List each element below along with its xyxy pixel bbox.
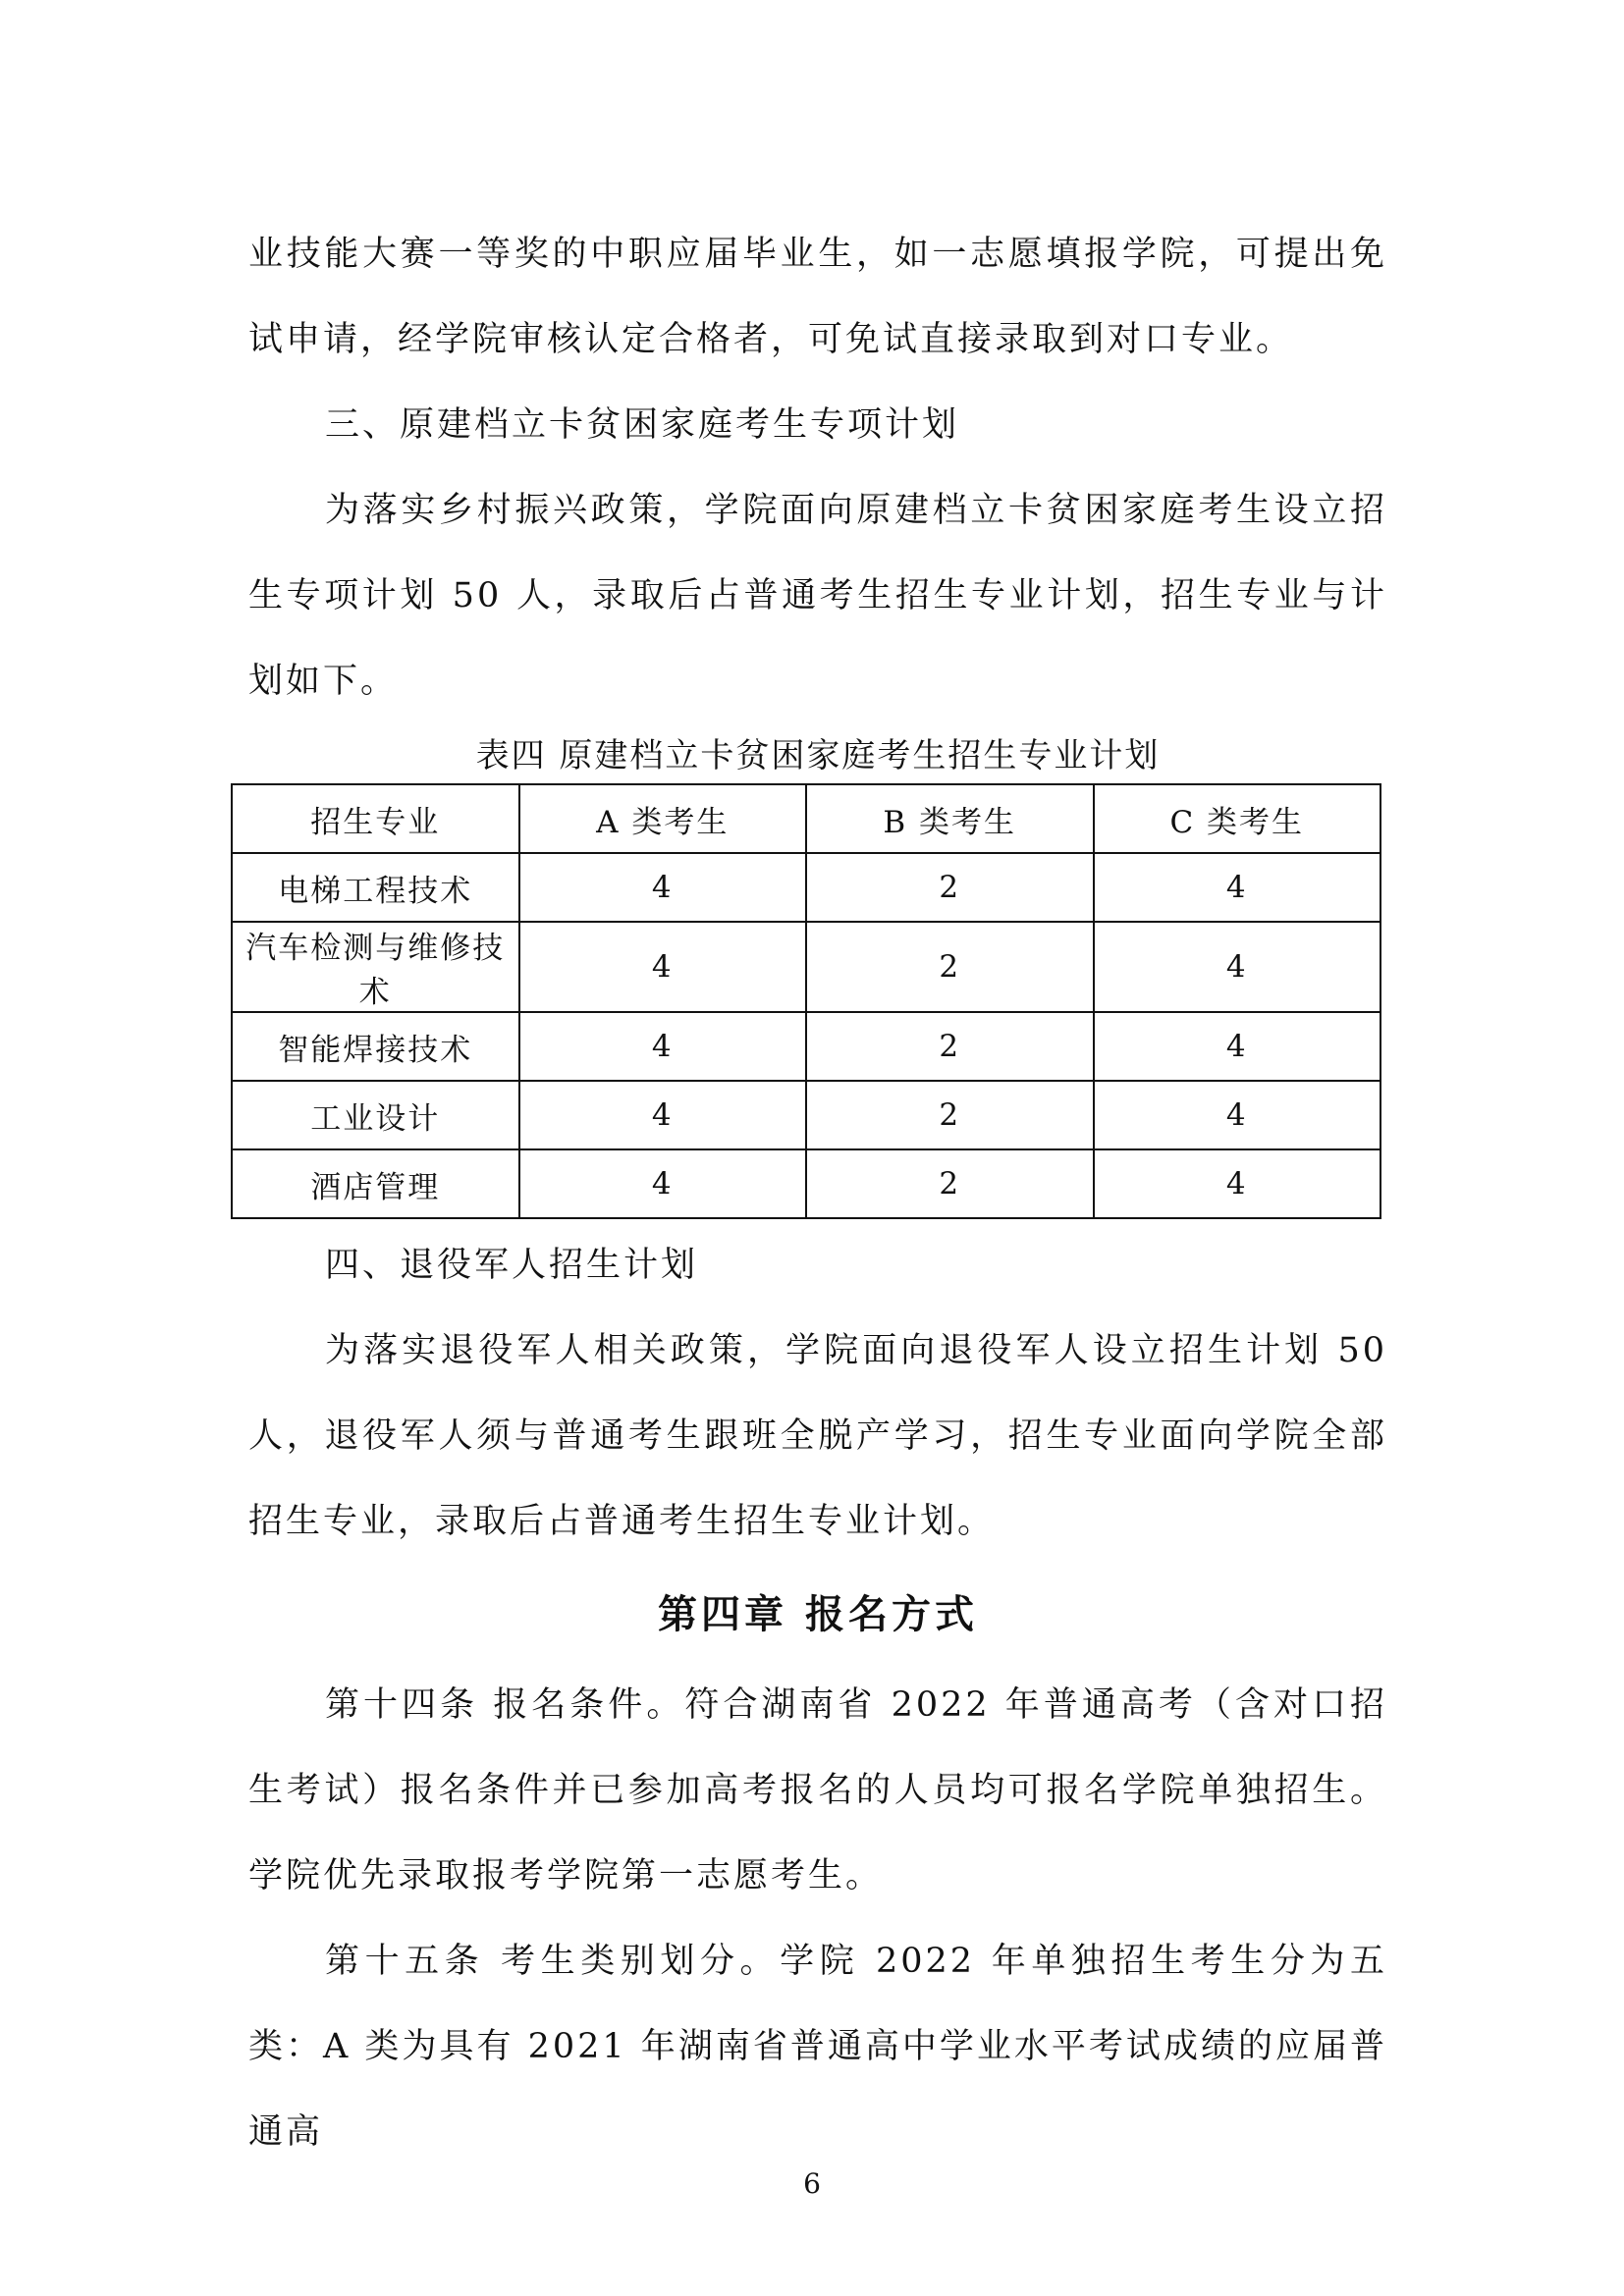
paragraph-article-14: 第十四条 报名条件。符合湖南省 2022 年普通高考（含对口招生考试）报名条件并已参加高考报名的人员均可报名学院单独招生。学院优先录取报考学院第一志愿考生。 — [248, 1685, 1387, 1896]
table-row — [232, 922, 1380, 1012]
table-caption: 表四 原建档立卡贫困家庭考生招生专业计划 — [475, 736, 1161, 775]
table-cell-count: 4 — [1094, 1081, 1381, 1149]
table-cell-count: 4 — [519, 1149, 807, 1218]
paragraph-veterans-plan: 为落实退役军人相关政策，学院面向退役军人设立招生计划 50 人，退役军人须与普通考生跟班全脱产学习，招生专业面向学院全部招生专业，录取后占普通考生招生专业计划。 — [248, 1331, 1387, 1541]
table-header-row — [232, 784, 1380, 853]
table-cell-major: 汽车检测与维修技术 — [232, 922, 519, 1012]
table-cell-major: 智能焊接技术 — [232, 1012, 519, 1081]
table-header-cell: A 类考生 — [519, 784, 807, 853]
section-heading-poverty-plan: 三、原建档立卡贫困家庭考生专项计划 — [325, 405, 960, 445]
table-cell-count: 4 — [1094, 922, 1381, 1012]
table-cell-major: 工业设计 — [232, 1081, 519, 1149]
table-cell-count: 2 — [806, 1081, 1094, 1149]
table-row — [232, 1149, 1380, 1218]
enrollment-plan-table — [231, 783, 1381, 1219]
table-cell-count: 4 — [519, 922, 807, 1012]
table-cell-count: 2 — [806, 1149, 1094, 1218]
page-number: 6 — [803, 2167, 821, 2200]
table-cell-count: 4 — [519, 1081, 807, 1149]
section-heading-veterans-plan: 四、退役军人招生计划 — [325, 1246, 699, 1285]
table-row — [232, 1081, 1380, 1149]
table-header-cell: C 类考生 — [1094, 784, 1381, 853]
table-cell-count: 2 — [806, 1012, 1094, 1081]
table-cell-count: 2 — [806, 922, 1094, 1012]
table-cell-major: 酒店管理 — [232, 1149, 519, 1218]
table-cell-count: 4 — [1094, 1012, 1381, 1081]
paragraph-article-15: 第十五条 考生类别划分。学院 2022 年单独招生考生分为五类：A 类为具有 2021 年湖南省普通高中学业水平考试成绩的应届普通高 — [248, 1942, 1387, 2152]
page-content — [245, 212, 1387, 2175]
table-header-cell: 招生专业 — [232, 784, 519, 853]
table-header-cell: B 类考生 — [806, 784, 1094, 853]
table-cell-count: 4 — [519, 853, 807, 922]
table-cell-count: 4 — [1094, 853, 1381, 922]
table-cell-count: 4 — [1094, 1149, 1381, 1218]
table-row — [232, 853, 1380, 922]
paragraph-continuation: 业技能大赛一等奖的中职应届毕业生，如一志愿填报学院，可提出免试申请，经学院审核认定合格者，可免试直接录取到对口专业。 — [248, 235, 1387, 359]
table-row — [232, 1012, 1380, 1081]
chapter-title: 第四章 报名方式 — [658, 1591, 978, 1637]
paragraph-poverty-plan: 为落实乡村振兴政策，学院面向原建档立卡贫困家庭考生设立招生专项计划 50 人，录取后占普通考生招生专业计划，招生专业与计划如下。 — [248, 491, 1387, 701]
table-cell-count: 4 — [519, 1012, 807, 1081]
table-cell-count: 2 — [806, 853, 1094, 922]
table-cell-major: 电梯工程技术 — [232, 853, 519, 922]
